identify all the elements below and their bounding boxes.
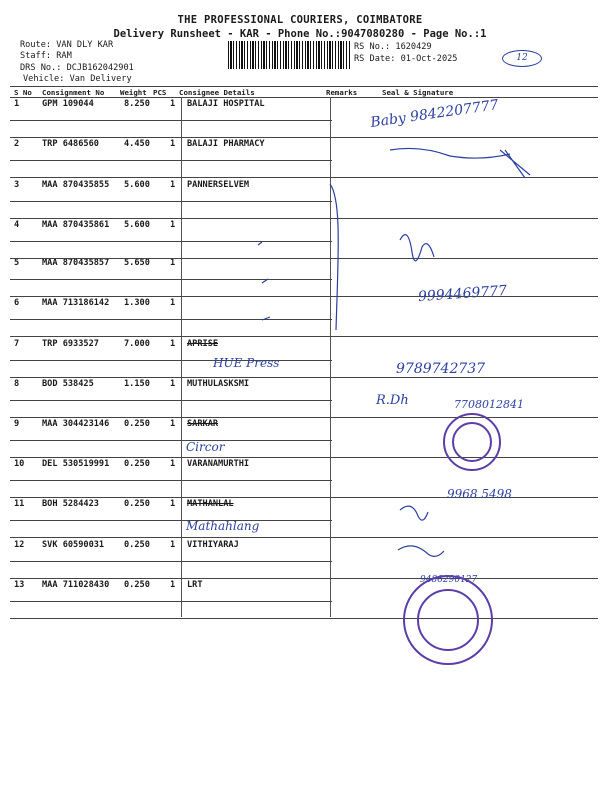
scribble-2 <box>390 148 510 158</box>
row-pcs: 1 <box>170 580 176 590</box>
col-pcs: PCS <box>153 88 167 97</box>
row-consignment: MAA 870435855 <box>42 180 110 190</box>
staff-label: Staff: RAM <box>20 51 72 61</box>
row-consignment: SVK 60590031 <box>42 540 105 550</box>
row-sno: 1 <box>14 99 20 109</box>
row-consignment: MAA 304423146 <box>42 419 110 429</box>
row-pcs: 1 <box>170 99 176 109</box>
row-consignment: BOD 538425 <box>42 379 94 389</box>
row-weight: 5.600 <box>124 220 150 230</box>
handwritten-name-7: HUE Press <box>213 356 280 370</box>
rs-date: RS Date: 01-Oct-2025 <box>354 54 458 64</box>
row-consignment: MAA 870435861 <box>42 220 110 230</box>
row-weight: 1.150 <box>124 379 150 389</box>
row-consignee: SARKAR <box>187 419 219 429</box>
company-title: THE PROFESSIONAL COURIERS, COIMBATORE <box>177 14 423 26</box>
row-weight: 4.450 <box>124 139 150 149</box>
row-sno: 6 <box>14 298 20 308</box>
row-weight: 0.250 <box>124 499 150 509</box>
row-consignee: PANNERSELVEM <box>187 180 250 190</box>
row-consignment: GPM 109044 <box>42 99 94 109</box>
row-consignee: APRISE <box>187 339 219 349</box>
handwritten-sign-8: R.Dh <box>376 393 409 408</box>
row-consignment: TRP 6486560 <box>42 139 99 149</box>
handwritten-phone-4: 9994469777 <box>417 282 508 306</box>
row-pcs: 1 <box>170 258 176 268</box>
row-consignee: VARANAMURTHI <box>187 459 250 469</box>
handwritten-phone-12: 9486290127 <box>420 575 478 585</box>
handwritten-name-11: Mathahlang <box>186 519 260 533</box>
row-consignment: BOH 5284423 <box>42 499 99 509</box>
row-consignee: BALAJI HOSPITAL <box>187 99 265 109</box>
row-weight: 0.250 <box>124 540 150 550</box>
row-consignee: LRT <box>187 580 203 590</box>
handwritten-phone-10: 9968 5498 <box>447 487 512 501</box>
row-pcs: 1 <box>170 139 176 149</box>
row-pcs: 1 <box>170 499 176 509</box>
row-consignee: VITHIYARAJ <box>187 540 239 550</box>
row-consignee: BALAJI PHARMACY <box>187 139 265 149</box>
col-consignment: Consignment No <box>42 88 105 97</box>
page-circle-note: 12 <box>502 50 542 67</box>
row-pcs: 1 <box>170 298 176 308</box>
row-sno: 8 <box>14 379 20 389</box>
row-consignment: DEL 530519991 <box>42 459 110 469</box>
row-weight: 8.250 <box>124 99 150 109</box>
row-weight: 0.250 <box>124 580 150 590</box>
rs-number: RS No.: 1620429 <box>354 42 432 52</box>
row-weight: 5.650 <box>124 258 150 268</box>
handwritten-phone-8: 7708012841 <box>454 398 524 411</box>
row-weight: 1.300 <box>124 298 150 308</box>
row-consignee: MATHANLAL <box>187 499 234 509</box>
runsheet-title: Delivery Runsheet - KAR - Phone No.:9047080280 - Page No.:1 <box>113 28 487 40</box>
row-pcs: 1 <box>170 540 176 550</box>
route-label: Route: VAN DLY KAR <box>20 40 114 50</box>
row-pcs: 1 <box>170 220 176 230</box>
row-weight: 0.250 <box>124 459 150 469</box>
row-sno: 5 <box>14 258 20 268</box>
col-consignee: Consignee Details <box>179 88 255 97</box>
row-sno: 10 <box>14 459 25 469</box>
row-pcs: 1 <box>170 339 176 349</box>
row-consignment: MAA 711028430 <box>42 580 110 590</box>
row-sno: 12 <box>14 540 25 550</box>
row-pcs: 1 <box>170 419 176 429</box>
handwritten-sign-1: Baby 9842207777 <box>369 97 500 131</box>
row-sno: 7 <box>14 339 20 349</box>
drs-number: DRS No.: DCJB162042901 <box>20 63 134 73</box>
row-sno: 13 <box>14 580 25 590</box>
row-pcs: 1 <box>170 180 176 190</box>
handwritten-name-9: Circor <box>186 440 225 454</box>
col-sno: S No <box>14 88 32 97</box>
row-pcs: 1 <box>170 379 176 389</box>
row-consignment: MAA 870435857 <box>42 258 110 268</box>
col-weight: Weight <box>120 88 147 97</box>
row-sno: 3 <box>14 180 20 190</box>
row-weight: 0.250 <box>124 419 150 429</box>
row-consignment: MAA 713186142 <box>42 298 110 308</box>
row-weight: 7.000 <box>124 339 150 349</box>
row-consignee: MUTHULASKSMI <box>187 379 250 389</box>
row-weight: 5.600 <box>124 180 150 190</box>
handwritten-phone-7: 9789742737 <box>396 361 486 377</box>
row-sno: 2 <box>14 139 20 149</box>
row-sno: 9 <box>14 419 20 429</box>
vehicle-label: Vehicle: Van Delivery <box>23 74 132 84</box>
col-signature: Seal & Signature <box>382 88 454 97</box>
row-sno: 4 <box>14 220 20 230</box>
row-pcs: 1 <box>170 459 176 469</box>
row-sno: 11 <box>14 499 25 509</box>
col-remarks: Remarks <box>326 88 358 97</box>
row-consignment: TRP 6933527 <box>42 339 99 349</box>
